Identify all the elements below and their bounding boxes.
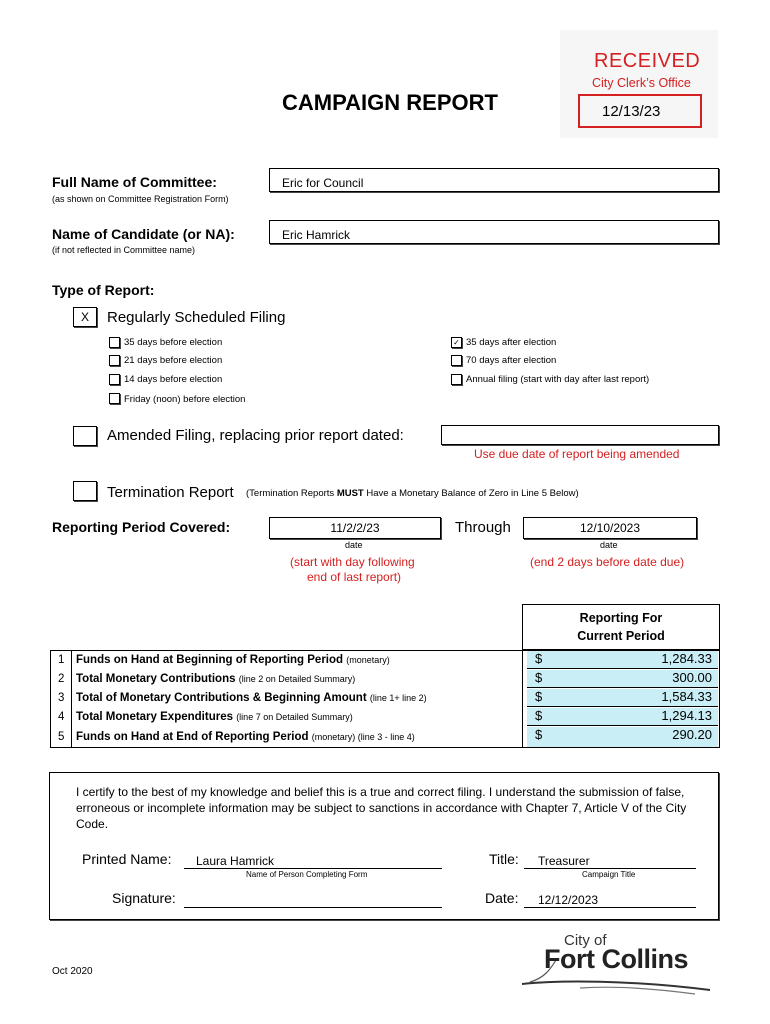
summary-amount-field[interactable] [527,651,718,669]
summary-row-title: Total Monetary Contributions [76,673,236,685]
city-logo [520,930,720,996]
summary-amount-field[interactable] [527,708,718,726]
summary-amount-value: 1,584.33 [661,689,712,704]
period-start-caption: date [345,540,363,550]
logo-fort-collins: Fort Collins [544,944,688,974]
summary-header-box [522,604,720,650]
committee-field[interactable] [269,168,719,192]
summary-row-label [76,673,355,685]
regular-filing-checkbox[interactable]: X [73,307,97,327]
report-type-label: Type of Report: [52,282,155,298]
candidate-label: Name of Candidate (or NA): [52,226,235,242]
received-stamp [560,30,718,138]
summary-amount-field[interactable] [527,670,718,688]
period-start-value: 11/2/2/23 [330,521,380,535]
option-35-after-checkbox[interactable]: ✓ [451,337,462,348]
option-14-before-checkbox[interactable] [109,374,120,385]
summary-row-note: (monetary) (line 3 - line 4) [311,732,415,742]
certification-text: I certify to the best of my knowledge and belief this is a true and correct filing. I understand the submission of false, erroneous or incomplete information may be subject to sanctions in accordance with Chapter 7, Article V of the City Code. [76,785,687,831]
regular-filing-label: Regularly Scheduled Filing [107,309,286,326]
committee-sublabel: (as shown on Committee Registration Form) [52,194,229,204]
stamp-office-text: City Clerk’s Office [592,76,691,90]
termination-note-pre: (Termination Reports [246,488,337,499]
amended-filing-checkbox[interactable] [73,426,97,446]
stamp-received-text: RECEIVED [594,50,701,72]
summary-row-num: 1 [58,654,65,666]
currency-symbol: $ [535,689,543,704]
summary-row-title: Total Monetary Expenditures [76,711,233,723]
period-end-note: (end 2 days before date due) [530,555,685,569]
candidate-sublabel: (if not reflected in Committee name) [52,245,196,255]
termination-checkbox[interactable] [73,481,97,501]
summary-row-label [76,692,427,704]
option-annual-label: Annual filing (start with day after last report) [466,374,650,385]
summary-amount-value: 290.20 [672,727,712,742]
summary-row-num: 3 [58,692,65,704]
amended-note: Use due date of report being amended [474,447,680,461]
period-start-note-1: (start with day following [290,555,415,569]
summary-row-label [76,731,415,743]
committee-value: Eric for Council [282,176,364,190]
summary-row-label [76,711,353,723]
date-field[interactable] [524,892,696,908]
option-friday-label: Friday (noon) before election [124,394,246,405]
title-caption: Campaign Title [582,870,636,879]
form-revision: Oct 2020 [52,966,93,977]
signature-field[interactable] [184,892,442,908]
stamp-date: 12/13/23 [602,103,661,120]
period-end-field[interactable] [523,517,697,539]
printed-name-field[interactable] [184,853,442,869]
currency-symbol: $ [535,727,543,742]
option-21-before-label: 21 days before election [124,355,223,366]
option-annual-checkbox[interactable] [451,374,462,385]
summary-row-num: 2 [58,673,65,685]
period-through-label: Through [455,519,511,536]
signature-label: Signature: [112,890,176,906]
date-value: 12/12/2023 [538,893,599,907]
certification-box [49,772,719,920]
committee-label: Full Name of Committee: [52,174,217,190]
option-21-before-checkbox[interactable] [109,355,120,366]
summary-amount-divider [522,650,523,748]
printed-name-label: Printed Name: [82,851,172,867]
summary-row-note: (line 7 on Detailed Summary) [236,712,353,722]
period-start-note-2: end of last report) [307,570,402,584]
title-label: Title: [489,851,519,867]
summary-amount-field[interactable] [527,689,718,707]
summary-row-title: Funds on Hand at Beginning of Reporting Period [76,654,344,666]
candidate-field[interactable] [269,220,719,244]
summary-amount-value: 300.00 [672,670,712,685]
amended-filing-label: Amended Filing, replacing prior report dated: [107,427,404,444]
option-70-after-checkbox[interactable] [451,355,462,366]
title-field[interactable] [524,853,696,869]
period-start-field[interactable] [269,517,441,539]
option-35-before-checkbox[interactable] [109,337,120,348]
currency-symbol: $ [535,708,543,723]
summary-row-title: Total of Monetary Contributions & Beginning Amount [76,692,367,704]
page-title: CAMPAIGN REPORT [282,90,498,115]
summary-row-label [76,654,390,666]
summary-row-num: 4 [58,711,65,723]
summary-row-note: (monetary) [346,655,390,665]
logo-city-of: City of [564,932,607,949]
termination-note-post: Have a Monetary Balance of Zero in Line 5 Below) [363,488,579,499]
stamp-date-box [578,94,702,128]
currency-symbol: $ [535,651,543,666]
summary-amount-value: 1,284.33 [661,651,712,666]
currency-symbol: $ [535,670,543,685]
termination-note [246,488,579,499]
summary-header-2: Current Period [577,629,665,643]
summary-row-note: (line 1+ line 2) [369,693,427,703]
date-label: Date: [485,890,519,906]
termination-note-bold: MUST [336,488,364,499]
amended-date-field[interactable] [441,425,719,445]
summary-amount-field[interactable] [527,727,718,747]
termination-label: Termination Report [107,484,234,501]
period-label: Reporting Period Covered: [52,519,231,535]
summary-num-divider [71,650,72,748]
option-35-before-label: 35 days before election [124,337,223,348]
printed-name-caption: Name of Person Completing Form [246,870,368,879]
printed-name-value: Laura Hamrick [196,854,275,868]
summary-header-1: Reporting For [579,611,663,625]
option-friday-checkbox[interactable] [109,393,120,404]
summary-row-note: (line 2 on Detailed Summary) [238,674,356,684]
option-14-before-label: 14 days before election [124,374,223,385]
title-value: Treasurer [538,854,590,868]
candidate-value: Eric Hamrick [282,228,350,242]
option-70-after-label: 70 days after election [466,355,557,366]
period-end-caption: date [600,540,618,550]
summary-amount-value: 1,294.13 [661,708,712,723]
summary-row-num: 5 [58,731,65,743]
summary-row-title: Funds on Hand at End of Reporting Period [76,731,309,743]
period-end-value: 12/10/2023 [579,521,641,535]
option-35-after-label: 35 days after election [466,337,557,348]
